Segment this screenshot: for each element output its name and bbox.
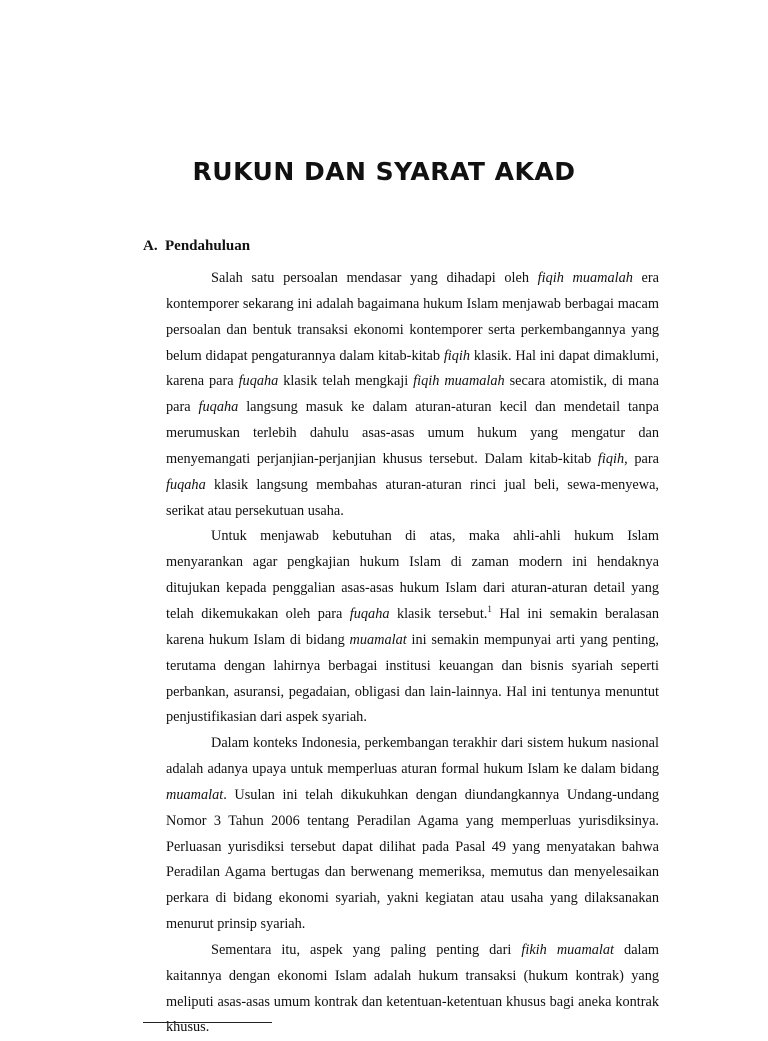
text-run: ini semakin mempunyai arti yang penting, terutama dengan lahirnya berbagai institusi keuangan dan bisnis syariah seperti perbankan, asuransi, pegadaian, obligasi dan lain-lainnya. Hal ini tentunya menuntut penjustifikasian dari aspek syariah. xyxy=(166,631,660,726)
text-run: secara atomistik, di mana para xyxy=(166,373,659,416)
footnote-separator xyxy=(143,1022,272,1023)
text-run: Untuk menjawab kebutuhan di atas, maka ahli-ahli hukum Islam menyarankan agar pengkajian hukum Islam di zaman modern ini hendaknya ditujukan kepada penggalian asas-asas hukum Islam dari aturan-aturan detail yang telah dikemukakan oleh para xyxy=(166,528,659,622)
text-run: . Usulan ini telah dikukuhkan dengan diundangkannya Undang-undang Nomor 3 Tahun 2006 tentang Peradilan Agama yang memperluas yurisdiksinya. Perluasan yurisdiksi tersebut dapat dilihat pada Pasal 49 yang menyatakan bahwa Peradilan Agama bertugas dan berwenang memeriksa, memutus dan menyelesaikan perkara di bidang ekonomi syariah, yakni kegiatan atau usaha yang dilaksanakan menurut prinsip syariah. xyxy=(166,786,659,933)
paragraph-3 xyxy=(166,731,659,938)
paragraph-2 xyxy=(166,524,659,731)
italic-term: fuqaha xyxy=(238,373,279,390)
italic-term: fiqih muamalah xyxy=(413,373,505,390)
body-text xyxy=(166,266,659,1041)
text-run: , para xyxy=(624,450,659,467)
text-run: Sementara itu, aspek yang paling penting dari xyxy=(211,941,522,958)
italic-term: muamalat xyxy=(349,631,407,648)
text-run: Hal ini semakin beralasan karena hukum Islam di bidang xyxy=(166,605,659,648)
text-run: klasik. Hal ini dapat dimaklumi, karena para xyxy=(166,347,659,390)
italic-term: fiqih xyxy=(597,450,625,467)
italic-term: muamalat xyxy=(166,786,224,803)
italic-term: fuqaha xyxy=(166,476,206,493)
text-run: klasik tersebut. xyxy=(389,605,488,622)
paragraph-4 xyxy=(166,938,659,1041)
italic-term: fikih muamalat xyxy=(521,941,615,958)
text-run: klasik telah mengkaji xyxy=(278,373,414,390)
italic-term: fiqih xyxy=(443,347,471,364)
section-letter: A. xyxy=(143,238,158,254)
page-title: RUKUN DAN SYARAT AKAD xyxy=(192,157,576,186)
paragraph-1 xyxy=(166,266,659,524)
text-run: klasik langsung membahas aturan-aturan rinci jual beli, sewa-menyewa, serikat atau persekutuan usaha. xyxy=(166,476,659,519)
text-run: dalam kaitannya dengan ekonomi Islam adalah hukum transaksi (hukum kontrak) yang meliputi asas-asas umum kontrak dan ketentuan-ketentuan khusus bagi aneka kontrak khusus. xyxy=(166,941,659,1036)
italic-term: fuqaha xyxy=(349,605,390,622)
section-heading xyxy=(143,238,250,255)
text-run: era kontemporer sekarang ini adalah bagaimana hukum Islam menjawab berbagai macam persoalan dan bentuk transaksi ekonomi kontemporer serta perkembangannya yang belum didapat pengaturannya dalam kitab-kitab xyxy=(166,270,660,364)
text-run: Salah satu persoalan mendasar yang dihadapi oleh xyxy=(211,270,538,286)
text-run: langsung masuk ke dalam aturan-aturan kecil dan mendetail tanpa merumuskan terlebih dahulu asas-asas umum hukum yang mengatur dan menyemangati perjanjian-perjanjian khusus tersebut. Dalam kitab-kitab xyxy=(166,399,659,467)
footnote-mark: 1 xyxy=(487,603,492,614)
section-heading-text: Pendahuluan xyxy=(165,238,251,254)
italic-term: fiqih muamalah xyxy=(537,270,633,286)
text-run: Dalam konteks Indonesia, perkembangan terakhir dari sistem hukum nasional adalah adanya upaya untuk memperluas aturan formal hukum Islam ke dalam bidang xyxy=(166,735,659,778)
italic-term: fuqaha xyxy=(198,399,239,416)
